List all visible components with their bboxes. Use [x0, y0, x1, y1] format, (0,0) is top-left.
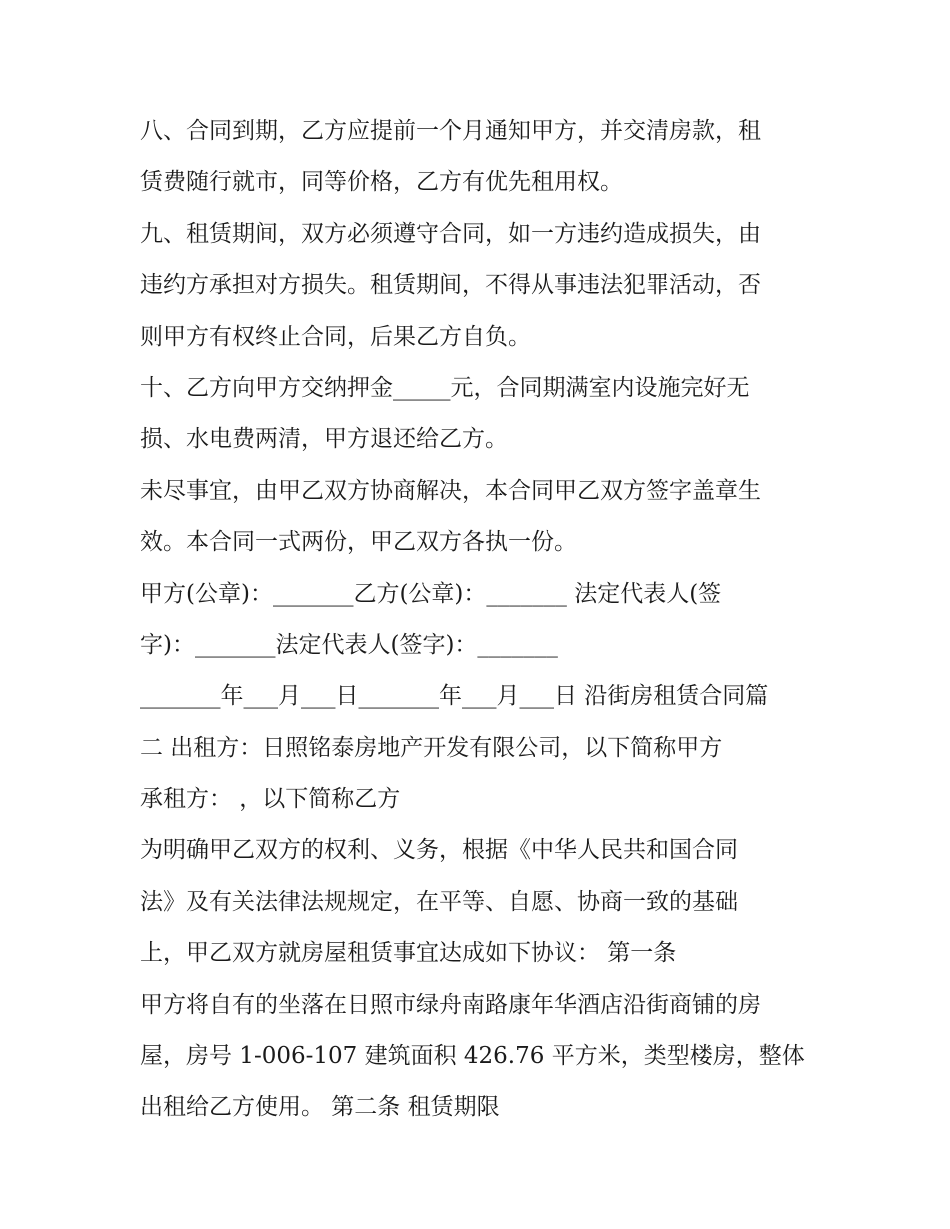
text-line: 则甲方有权终止合同，后果乙方自负。: [140, 323, 531, 350]
text-line: 上，甲乙双方就房屋租赁事宜达成如下协议： 第一条: [140, 940, 677, 967]
text-line: 二 出租方：日照铭泰房地产开发有限公司，以下简称甲方: [140, 734, 723, 761]
text-line: 法》及有关法律法规规定，在平等、自愿、协商一致的基础: [140, 888, 738, 915]
text-line: 赁费随行就市，同等价格，乙方有优先租用权。: [140, 169, 623, 196]
text-line: _______年___月___日_______年___月___日 沿街房租赁合同篇: [140, 683, 769, 710]
text-line: 未尽事宜，由甲乙双方协商解决，本合同甲乙双方签字盖章生: [140, 477, 761, 504]
text-line: 字)：_______法定代表人(签字)：_______: [140, 631, 558, 658]
text-line: 甲方将自有的坐落在日照市绿舟南路康年华酒店沿街商铺的房: [140, 991, 761, 1018]
text-line: 承租方： ，以下简称乙方: [140, 786, 401, 813]
text-line: 八、合同到期，乙方应提前一个月通知甲方，并交清房款，租: [140, 118, 761, 144]
text-line: 违约方承担对方损失。租赁期间，不得从事违法犯罪活动，否: [140, 272, 761, 299]
text-line: 屋，房号 1-006-107 建筑面积 426.76 平方米，类型楼房，整体: [140, 1043, 805, 1070]
text-line: 出租给乙方使用。 第二条 租赁期限: [140, 1094, 500, 1121]
text-line: 为明确甲乙双方的权利、义务，根据《中华人民共和国合同: [140, 837, 738, 864]
text-line: 九、租赁期间，双方必须遵守合同，如一方违约造成损失，由: [140, 220, 761, 247]
text-line: 损、水电费两清，甲方退还给乙方。: [140, 426, 508, 453]
contract-text: [140, 108, 830, 1136]
text-line: 效。本合同一式两份，甲乙双方各执一份。: [140, 529, 577, 556]
text-line: 甲方(公章)：_______乙方(公章)：_______ 法定代表人(签: [140, 580, 722, 607]
text-line: 十、乙方向甲方交纳押金_____元，合同期满室内设施完好无: [140, 374, 750, 401]
